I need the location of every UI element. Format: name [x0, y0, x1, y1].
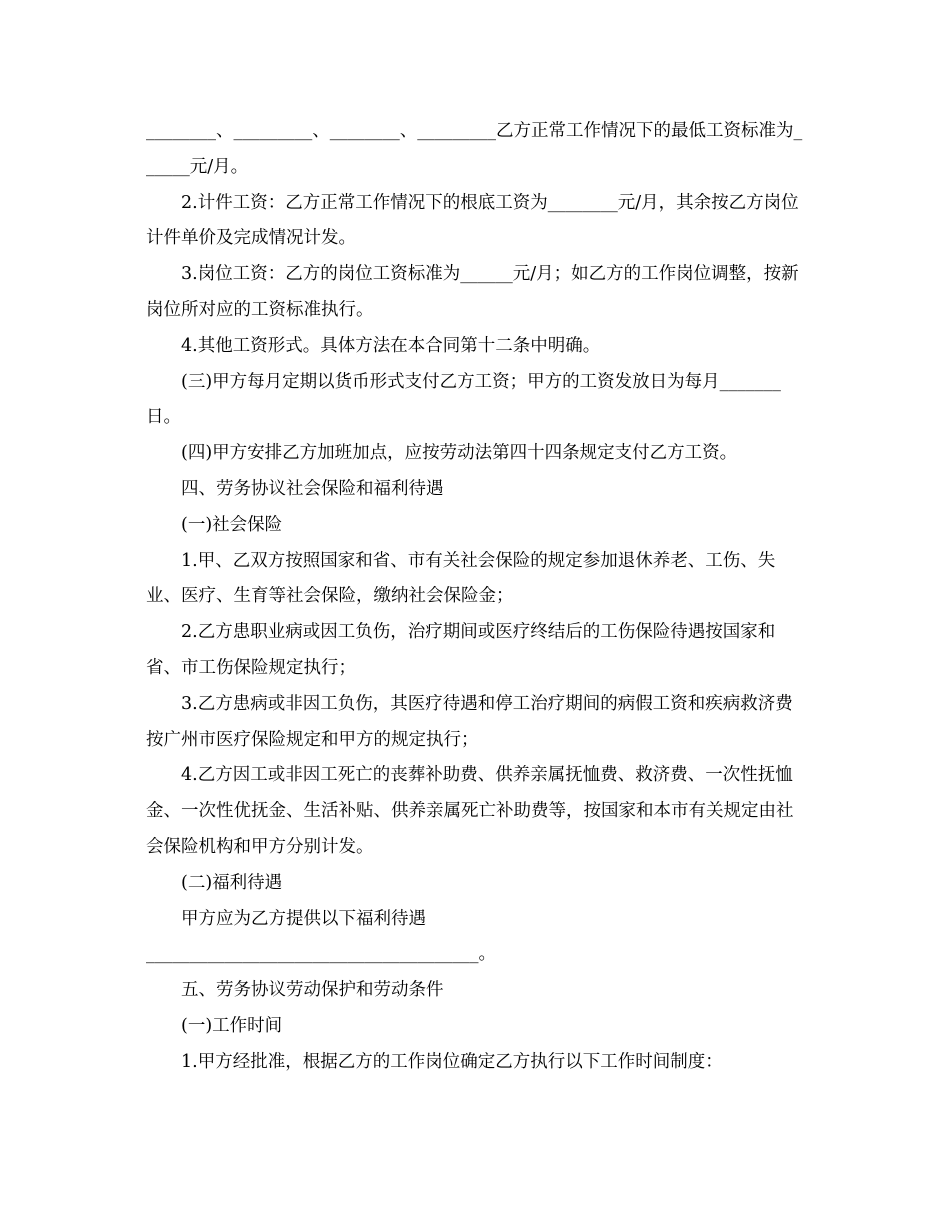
paragraph-piece-wage: 2.计件工资：乙方正常工作情况下的根底工资为________元/月，其余按乙方岗位计件单价及完成情况计发。	[146, 192, 799, 249]
paragraph-other-wage: 4.其他工资形式。具体方法在本合同第十二条中明确。	[181, 335, 601, 356]
paragraph-position-wage: 3.岗位工资：乙方的岗位工资标准为______元/月；如乙方的工作岗位调整，按新岗位所对应的工资标准执行。	[146, 264, 799, 320]
welfare-blank-line: ______________________________________。	[146, 944, 496, 965]
paragraph-insurance-item-3: 3.乙方患病或非因工负伤，其医疗待遇和停工治疗期间的病假工资和疾病救济费按广州市医疗保险规定和甲方的规定执行；	[146, 693, 793, 750]
section-heading-labor-protection: 五、劳务协议劳动保护和劳动条件	[181, 980, 444, 1001]
paragraph-min-wage-continued: ________、_________、________、_________乙方正常工作情况下的最低工资标准为______元/月。	[146, 121, 803, 177]
section-heading-social-insurance-welfare: 四、劳务协议社会保险和福利待遇	[181, 478, 444, 499]
subheading-welfare: (二)福利待遇	[181, 872, 283, 893]
paragraph-welfare-intro: 甲方应为乙方提供以下福利待遇	[181, 908, 426, 929]
paragraph-overtime: (四)甲方安排乙方加班加点，应按劳动法第四十四条规定支付乙方工资。	[181, 443, 738, 464]
paragraph-payday: (三)甲方每月定期以货币形式支付乙方工资；甲方的工资发放日为每月_______日。	[146, 371, 781, 428]
subheading-working-hours: (一)工作时间	[181, 1015, 283, 1036]
paragraph-working-hours-item-1: 1.甲方经批准，根据乙方的工作岗位确定乙方执行以下工作时间制度：	[181, 1051, 723, 1072]
paragraph-insurance-item-4: 4.乙方因工或非因工死亡的丧葬补助费、供养亲属抚恤费、救济费、一次性抚恤金、一次性优抚金、生活补贴、供养亲属死亡补助费等，按国家和本市有关规定由社会保险机构和甲方分别计发。	[146, 765, 794, 857]
document-body	[146, 114, 806, 1081]
paragraph-insurance-item-2: 2.乙方患职业病或因工负伤，治疗期间或医疗终结后的工伤保险待遇按国家和省、市工伤保险规定执行；	[146, 622, 776, 678]
paragraph-insurance-item-1: 1.甲、乙双方按照国家和省、市有关社会保险的规定参加退休养老、工伤、失业、医疗、生育等社会保险，缴纳社会保险金；	[146, 550, 776, 607]
subheading-social-insurance: (一)社会保险	[181, 514, 283, 535]
